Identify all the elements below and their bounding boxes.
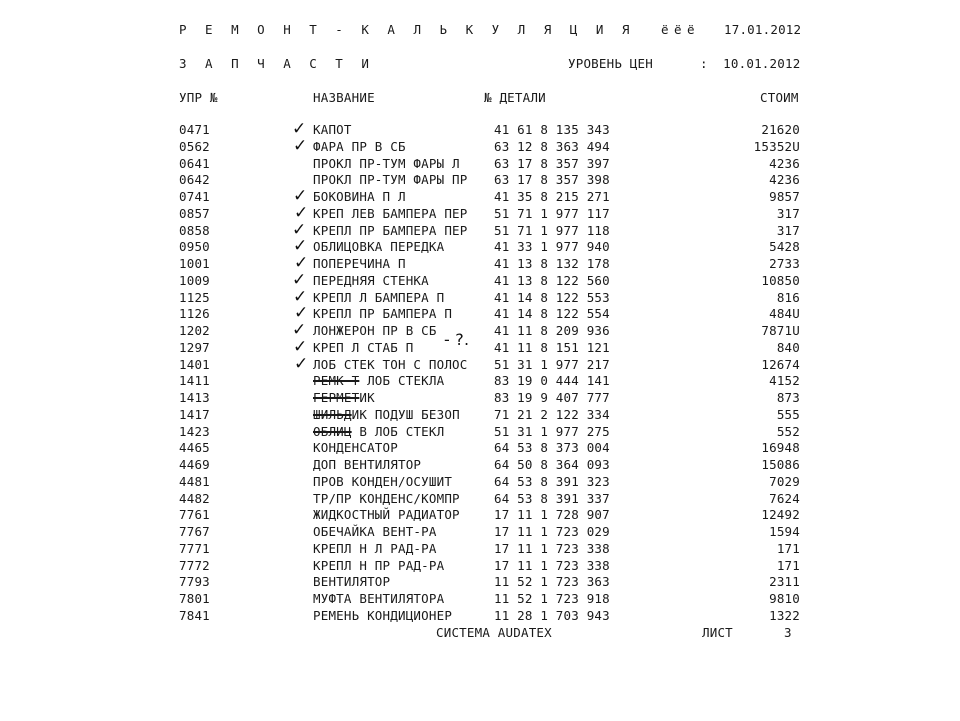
row-cost: 7624: [769, 490, 800, 506]
row-cost: 4236: [769, 172, 800, 188]
table-row: [0, 156, 960, 173]
table-row: [0, 524, 960, 541]
row-part-number: 41 13 8 122 560: [494, 272, 610, 288]
table-row: [0, 558, 960, 575]
row-name: КРЕПЛ Н ПР РАД-РА: [313, 557, 445, 573]
handwritten-check-icon: ✓: [292, 219, 307, 240]
section-title: З А П Ч А С Т И: [179, 56, 375, 71]
row-code: 1125: [179, 289, 210, 305]
row-code: 1423: [179, 423, 210, 439]
row-part-number: 41 35 8 215 271: [494, 189, 610, 204]
row-code: 1297: [179, 339, 210, 355]
row-code: 7772: [179, 557, 210, 573]
table-row: [0, 219, 960, 240]
table-row: [0, 491, 960, 508]
row-code: 0857: [179, 205, 210, 221]
row-cost: 555: [776, 406, 800, 422]
table-row: [0, 253, 960, 273]
row-code: 0642: [179, 172, 210, 188]
row-name: РЕМК-Т ЛОБ СТЕКЛА: [313, 373, 445, 389]
row-part-number: 17 11 1 723 338: [494, 557, 610, 573]
row-cost: 4236: [769, 155, 800, 171]
handwritten-check-icon: ✓: [294, 303, 309, 324]
table-row: [0, 353, 960, 374]
row-name: ПРОВ КОНДЕН/ОСУШИТ: [313, 473, 453, 489]
row-cost: 12492: [761, 507, 800, 523]
row-cost: 9857: [769, 189, 800, 204]
price-level-value: : 10.01.2012: [700, 56, 801, 71]
row-cost: 10850: [761, 272, 800, 288]
handwritten-check-icon: ✓: [293, 236, 308, 257]
document-date: 17.01.2012: [724, 22, 802, 37]
row-code: 1202: [179, 323, 210, 338]
table-row: [0, 236, 960, 257]
row-code: 4482: [179, 490, 210, 506]
row-cost: 171: [776, 540, 800, 556]
row-cost: 317: [776, 205, 800, 221]
row-part-number: 41 61 8 135 343: [494, 122, 610, 137]
row-name: ЛОБ СТЕК ТОН С ПОЛОС: [313, 356, 468, 372]
row-cost: 2311: [769, 574, 800, 590]
row-name: ВЕНТИЛЯТОР: [313, 574, 391, 590]
row-part-number: 17 11 1 723 338: [494, 540, 610, 556]
row-part-number: 63 17 8 357 397: [494, 155, 610, 171]
row-part-number: 41 11 8 209 936: [494, 323, 610, 338]
row-code: 1009: [179, 272, 210, 288]
row-part-number: 17 11 1 728 907: [494, 507, 610, 523]
row-part-number: 41 14 8 122 553: [494, 289, 610, 305]
column-header-code: УПР №: [179, 90, 218, 105]
row-name: КРЕП Л СТАБ П: [313, 339, 414, 355]
row-cost: 1322: [769, 607, 800, 623]
row-name: ПРОКЛ ПР-ТУМ ФАРЫ ПР: [313, 172, 468, 188]
footer-sheet-number: 3: [784, 625, 792, 640]
row-name: КРЕПЛ Л БАМПЕРА П: [313, 289, 445, 305]
row-name: ГЕРМЕТИК: [313, 390, 375, 405]
handwritten-check-icon: ✓: [293, 286, 308, 307]
footer-sheet-label: ЛИСТ: [702, 625, 733, 640]
row-part-number: 64 53 8 373 004: [494, 440, 610, 456]
row-name: БОКОВИНА П Л: [313, 189, 406, 204]
row-part-number: 41 14 8 122 554: [494, 306, 610, 322]
row-code: 4481: [179, 473, 210, 489]
row-code: 1126: [179, 306, 210, 322]
row-cost: 9810: [769, 591, 800, 606]
row-part-number: 83 19 0 444 141: [494, 373, 610, 389]
handwritten-check-icon: ✓: [292, 269, 307, 290]
row-cost: 15086: [761, 457, 800, 472]
row-cost: 21620: [761, 122, 800, 137]
row-cost: 317: [776, 222, 800, 238]
row-name: ОБЛИЦОВКА ПЕРЕДКА: [313, 239, 445, 255]
row-part-number: 41 33 1 977 940: [494, 239, 610, 255]
row-part-number: 41 11 8 151 121: [494, 339, 610, 355]
row-name: ДОП ВЕНТИЛЯТОР: [313, 457, 422, 472]
row-name: ПРОКЛ ПР-ТУМ ФАРЫ Л: [313, 155, 460, 171]
row-part-number: 64 50 8 364 093: [494, 457, 610, 472]
row-code: 0950: [179, 239, 210, 255]
row-code: 7793: [179, 574, 210, 590]
row-cost: 15352U: [753, 138, 800, 154]
handwritten-check-icon: ✓: [294, 202, 309, 223]
row-name: КОНДЕНСАТОР: [313, 440, 398, 456]
table-row: [0, 186, 960, 206]
row-name: ПЕРЕДНЯЯ СТЕНКА: [313, 272, 429, 288]
column-header-name: НАЗВАНИЕ: [313, 90, 375, 105]
row-part-number: 11 52 1 723 363: [494, 574, 610, 590]
handwritten-check-icon: ✓: [292, 119, 307, 139]
row-part-number: 11 28 1 703 943: [494, 607, 610, 623]
row-cost: 7029: [769, 473, 800, 489]
row-part-number: 83 19 9 407 777: [494, 390, 610, 405]
table-row: [0, 172, 960, 189]
row-cost: 840: [776, 339, 800, 355]
row-name: ФАРА ПР В СБ: [313, 138, 406, 154]
table-row: [0, 424, 960, 441]
handwritten-check-icon: ✓: [294, 253, 309, 273]
handwritten-check-icon: ✓: [292, 320, 307, 340]
row-cost: 7871U: [761, 323, 800, 338]
row-part-number: 71 21 2 122 334: [494, 406, 610, 422]
row-code: 0471: [179, 122, 210, 137]
table-row: [0, 541, 960, 558]
row-code: 1401: [179, 356, 210, 372]
column-header-part: № ДЕТАЛИ: [484, 90, 546, 105]
row-name: ТР/ПР КОНДЕНС/КОМПР: [313, 490, 460, 506]
handwritten-question-mark: - ?.: [444, 330, 470, 349]
row-cost: 1594: [769, 524, 800, 539]
row-name: КАПОТ: [313, 122, 352, 137]
handwritten-check-icon: ✓: [293, 135, 308, 156]
row-code: 7761: [179, 507, 210, 523]
table-row: [0, 457, 960, 474]
row-name: ПОПЕРЕЧИНА П: [313, 256, 406, 271]
price-level-label: УРОВЕНЬ ЦЕН: [568, 56, 653, 71]
row-name: КРЕПЛ Н Л РАД-РА: [313, 540, 437, 556]
row-code: 1417: [179, 406, 210, 422]
table-row: [0, 574, 960, 591]
row-cost: 873: [776, 390, 800, 405]
row-code: 4465: [179, 440, 210, 456]
row-code: 7801: [179, 591, 210, 606]
document-title: Р Е М О Н Т - К А Л Ь К У Л Я Ц И Я ёёё: [179, 22, 701, 37]
row-code: 7771: [179, 540, 210, 556]
row-cost: 552: [776, 423, 800, 439]
row-name: КРЕП ЛЕВ БАМПЕРА ПЕР: [313, 205, 468, 221]
row-code: 4469: [179, 457, 210, 472]
table-row: [0, 269, 960, 290]
row-name: ШИЛЬДИК ПОДУШ БЕЗОП: [313, 406, 460, 422]
table-row: [0, 591, 960, 608]
column-header-cost: СТОИМ: [760, 90, 799, 105]
row-cost: 2733: [769, 256, 800, 271]
table-row: [0, 474, 960, 491]
row-part-number: 64 53 8 391 337: [494, 490, 610, 506]
row-part-number: 17 11 1 723 029: [494, 524, 610, 539]
handwritten-check-icon: ✓: [293, 336, 308, 357]
table-row: [0, 336, 960, 357]
table-row: [0, 390, 960, 407]
footer-system: СИСТЕМА AUDATEX: [436, 625, 552, 640]
row-name: ЛОНЖЕРОН ПР В СБ: [313, 323, 437, 338]
table-row: [0, 440, 960, 457]
row-cost: 5428: [769, 239, 800, 255]
row-part-number: 51 31 1 977 217: [494, 356, 610, 372]
row-cost: 16948: [761, 440, 800, 456]
row-code: 0641: [179, 155, 210, 171]
row-code: 0562: [179, 138, 210, 154]
row-name: ОБЛИЦ В ЛОБ СТЕКЛ: [313, 423, 445, 439]
row-cost: 816: [776, 289, 800, 305]
table-row: [0, 202, 960, 223]
row-part-number: 51 31 1 977 275: [494, 423, 610, 439]
row-name: ОБЕЧАЙКА ВЕНТ-РА: [313, 524, 437, 539]
row-name: КРЕПЛ ПР БАМПЕРА П: [313, 306, 453, 322]
row-code: 7841: [179, 607, 210, 623]
table-row: [0, 507, 960, 524]
row-part-number: 41 13 8 132 178: [494, 256, 610, 271]
table-row: [0, 119, 960, 139]
table-row: [0, 608, 960, 625]
table-row: [0, 320, 960, 340]
row-code: 1411: [179, 373, 210, 389]
row-cost: 484U: [769, 306, 800, 322]
row-code: 7767: [179, 524, 210, 539]
row-name: РЕМЕНЬ КОНДИЦИОНЕР: [313, 607, 453, 623]
table-row: [0, 303, 960, 324]
row-name: МУФТА ВЕНТИЛЯТОРА: [313, 591, 445, 606]
handwritten-check-icon: ✓: [294, 353, 309, 374]
row-part-number: 51 71 1 977 117: [494, 205, 610, 221]
row-name: КРЕПЛ ПР БАМПЕРА ПЕР: [313, 222, 468, 238]
table-row: [0, 135, 960, 156]
table-row: [0, 373, 960, 390]
table-row: [0, 407, 960, 424]
row-code: 1413: [179, 390, 210, 405]
row-cost: 171: [776, 557, 800, 573]
handwritten-check-icon: ✓: [293, 186, 308, 206]
row-code: 0858: [179, 222, 210, 238]
row-part-number: 63 12 8 363 494: [494, 138, 610, 154]
row-part-number: 64 53 8 391 323: [494, 473, 610, 489]
row-cost: 12674: [761, 356, 800, 372]
row-name: ЖИДКОСТНЫЙ РАДИАТОР: [313, 507, 460, 523]
row-code: 0741: [179, 189, 210, 204]
row-part-number: 11 52 1 723 918: [494, 591, 610, 606]
row-cost: 4152: [769, 373, 800, 389]
row-part-number: 51 71 1 977 118: [494, 222, 610, 238]
row-code: 1001: [179, 256, 210, 271]
table-row: [0, 286, 960, 307]
row-part-number: 63 17 8 357 398: [494, 172, 610, 188]
